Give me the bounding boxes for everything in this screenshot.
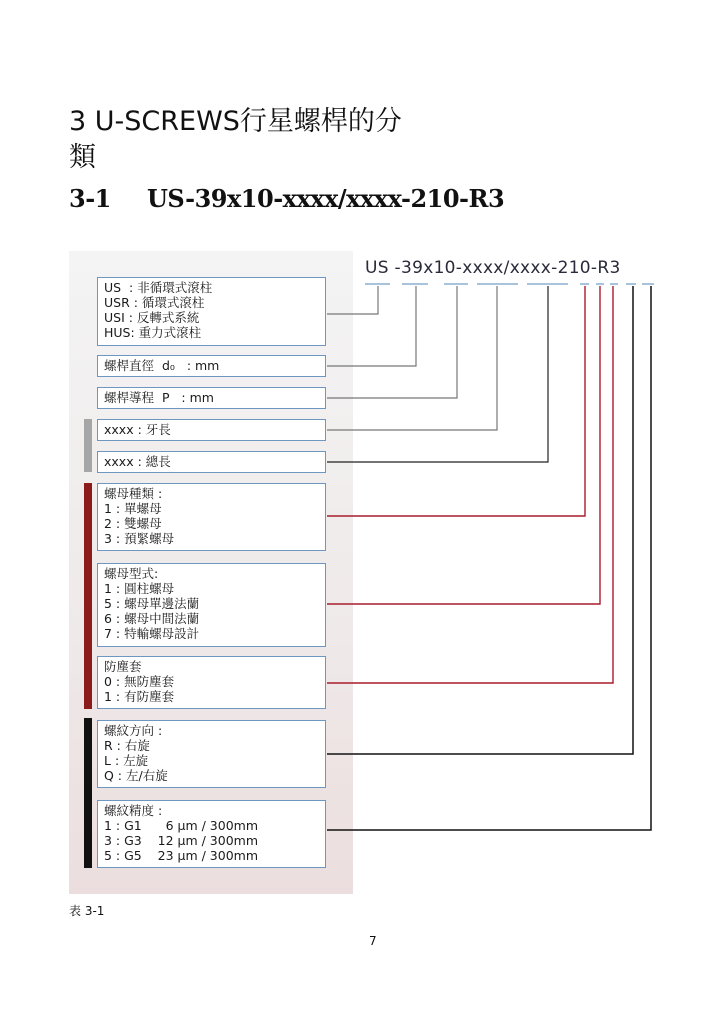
box-screw-diameter — [97, 355, 326, 377]
box-nut-type-line: 2 : 雙螺母 — [104, 516, 162, 531]
box-thread-direction-line: 螺紋方向 : — [104, 723, 163, 738]
box-nut-style-line: 螺母型式: — [104, 566, 159, 581]
section-heading — [69, 104, 489, 176]
box-nut-style-line: 5 : 螺母單邊法蘭 — [104, 596, 200, 611]
box-dust-cover — [97, 656, 326, 709]
box-thread-direction — [97, 720, 326, 788]
box-nut-style-line: 1 : 圓柱螺母 — [104, 581, 175, 596]
box-series-line: HUS: 重力式滾柱 — [104, 325, 202, 340]
box-nut-style-line: 7 : 特輸螺母設計 — [104, 626, 200, 641]
box-thread-accuracy-line: 5 : G5 23 μm / 300mm — [104, 848, 259, 863]
connector-total-length — [327, 286, 548, 462]
black-connectors — [327, 286, 651, 830]
box-dust-cover-line: 0 : 無防塵套 — [104, 674, 175, 689]
box-screw-lead-line: 螺桿導程 P : mm — [104, 390, 214, 405]
box-series-line: US : 非循環式滾柱 — [104, 280, 213, 295]
box-thread-direction-line: L : 左旋 — [104, 753, 149, 768]
box-thread-accuracy-line: 3 : G3 12 μm / 300mm — [104, 833, 259, 848]
box-series-line: USR : 循環式滾柱 — [104, 295, 205, 310]
box-series — [97, 277, 326, 346]
bar-gray — [84, 419, 92, 472]
red-connectors — [327, 286, 613, 683]
table-caption: 表 3-1 — [69, 904, 105, 918]
subsection-code: US-39x10-xxxx/xxxx-210-R3 — [147, 184, 505, 213]
box-total-length-line: xxxx : 總長 — [104, 454, 171, 469]
box-series-line: USI : 反轉式系統 — [104, 310, 200, 325]
box-screw-lead — [97, 387, 326, 409]
page-number: 7 — [369, 934, 377, 948]
box-nut-type-line: 螺母種類 : — [104, 486, 163, 501]
box-thread-accuracy-line: 1 : G1 6 μm / 300mm — [104, 818, 259, 833]
box-nut-style — [97, 563, 326, 647]
box-thread-accuracy — [97, 800, 326, 868]
section-heading-line1: 3 U-SCREWS行星螺桿的分 — [69, 106, 402, 137]
box-thread-direction-line: R : 右旋 — [104, 738, 150, 753]
box-nut-type — [97, 483, 326, 551]
box-thread-accuracy-line: 螺紋精度 : — [104, 803, 163, 818]
box-nut-type-line: 3 : 預緊螺母 — [104, 531, 175, 546]
section-heading-line2: 類 — [69, 142, 96, 173]
box-thread-length-line: xxxx : 牙長 — [104, 422, 171, 437]
box-total-length — [97, 451, 326, 473]
bar-red — [84, 483, 92, 709]
model-code-label: US -39x10-xxxx/xxxx-210-R3 — [365, 258, 621, 278]
box-dust-cover-line: 防塵套 — [104, 659, 142, 674]
subsection-heading — [69, 184, 504, 214]
subsection-number: 3-1 — [69, 184, 111, 213]
box-thread-direction-line: Q : 左/右旋 — [104, 768, 168, 783]
box-dust-cover-line: 1 : 有防塵套 — [104, 689, 175, 704]
bar-black — [84, 718, 92, 868]
box-thread-length — [97, 419, 326, 441]
box-nut-style-line: 6 : 螺母中間法蘭 — [104, 611, 200, 626]
box-screw-diameter-line: 螺桿直徑 d₀ : mm — [104, 358, 220, 373]
box-nut-type-line: 1 : 單螺母 — [104, 501, 162, 516]
